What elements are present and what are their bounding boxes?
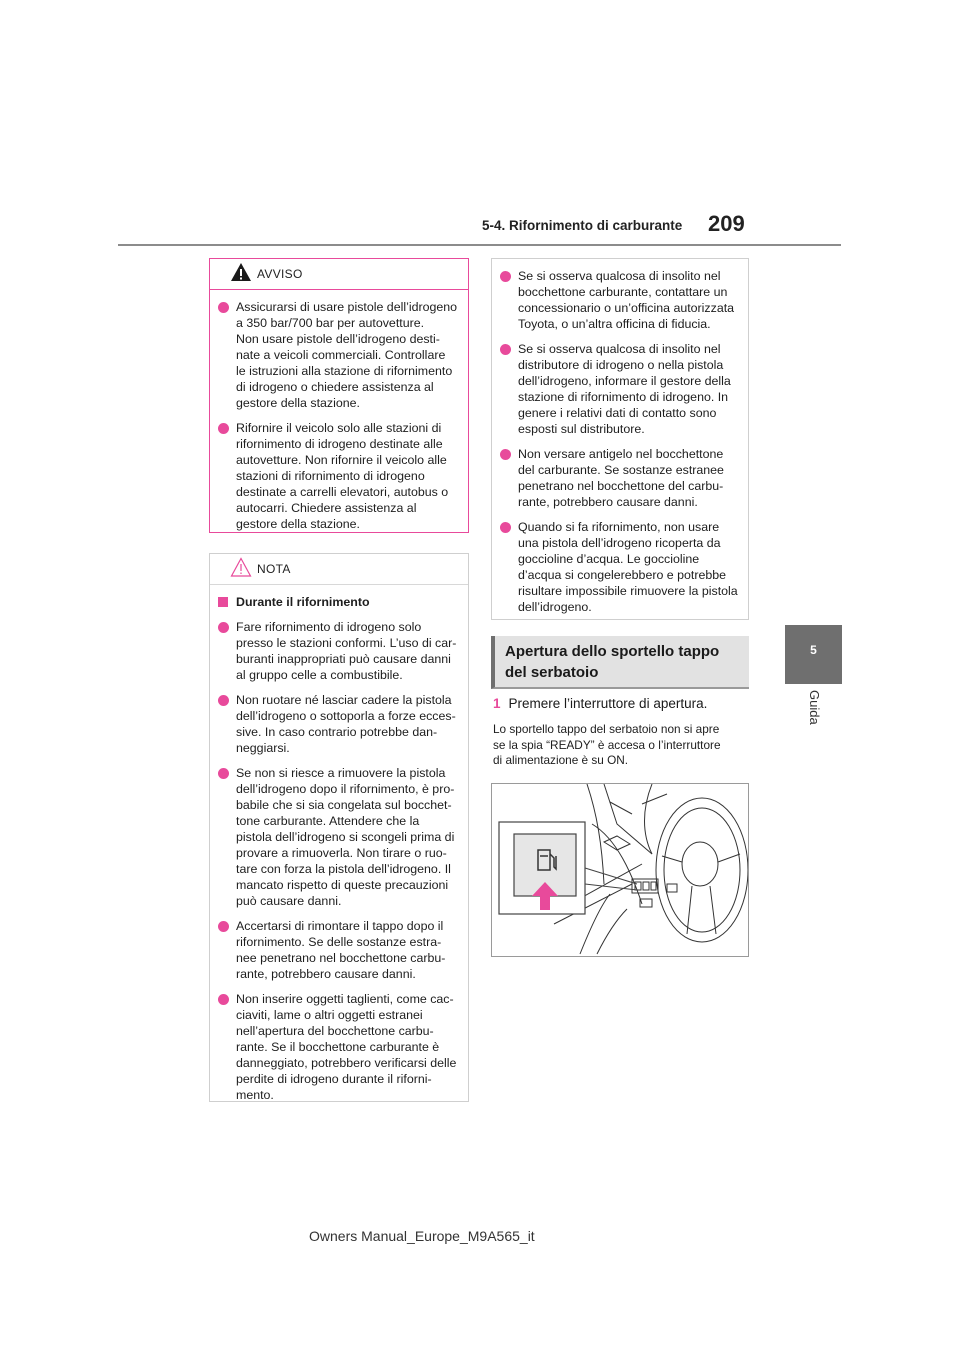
note-title: NOTA	[257, 562, 291, 576]
note-continued-items	[492, 268, 748, 615]
chapter-tab	[785, 625, 842, 684]
bullet-line: Non inserire oggetti taglienti, come cac-	[236, 992, 454, 1006]
bullet-item	[217, 619, 456, 683]
bullet-line: autovetture. Non rifornire il veicolo alle	[236, 453, 447, 467]
bullet-item	[217, 765, 456, 909]
section-heading-line-1: Apertura dello sportello tappo	[505, 643, 720, 660]
paragraph-line: di alimentazione è su ON.	[493, 753, 629, 767]
bullet-dot-icon	[500, 344, 511, 355]
bullet-item	[499, 341, 736, 437]
step-text: Premere l’interruttore di apertura.	[508, 696, 708, 711]
bullet-line: esposti sul distributore.	[518, 422, 645, 436]
chapter-label-text: Guida	[807, 690, 822, 725]
bullet-line: nell’apertura del bocchettone carbu-	[236, 1024, 434, 1038]
bullet-line: buranti inappropriati può causare danni	[236, 652, 451, 666]
bullet-line: presso le stazioni conformi. L’uso di car-	[236, 636, 457, 650]
bullet-line: ciaviti, lame o altri oggetti estranei	[236, 1008, 423, 1022]
bullet-line: nee penetrano nel bocchettone carbu-	[236, 951, 446, 965]
bullet-dot-icon	[218, 622, 229, 633]
bullet-line: le istruzioni alla stazione di rifornimento	[236, 364, 453, 378]
bullet-line: sive. In caso contrario potrebbe dan-	[236, 725, 438, 739]
chapter-number: 5	[810, 643, 817, 657]
bullet-line: rante. Se il bocchettone carburante è	[236, 1040, 440, 1054]
bullet-dot-icon	[218, 921, 229, 932]
bullet-line: penetrano nel bocchettone del carbu-	[518, 479, 724, 493]
bullet-line: genere i relativi dati di contatto sono	[518, 406, 717, 420]
step-number: 1	[493, 696, 501, 711]
bullet-line: concessionario o un’officina autorizzata	[518, 301, 735, 315]
warning-box-header	[210, 259, 468, 290]
warning-triangle-icon	[230, 262, 252, 282]
bullet-line: Quando si fa rifornimento, non usare	[518, 520, 720, 534]
bullet-line: dell’idrogeno, informare il gestore della	[518, 374, 731, 388]
bullet-line: pistola dell’idrogeno si scongeli prima di	[236, 830, 455, 844]
bullet-line: può causare danni.	[236, 894, 342, 908]
bullet-line: gestore della stazione.	[236, 517, 360, 531]
bullet-line: Se si osserva qualcosa di insolito nel	[518, 342, 721, 356]
fuel-door-switch-illustration	[491, 783, 749, 957]
note-subheading	[217, 594, 456, 610]
bullet-line: danneggiato, potrebbero verificarsi delle	[236, 1056, 457, 1070]
bullet-item	[499, 446, 736, 510]
chapter-label	[805, 690, 825, 750]
note-items	[210, 594, 468, 1103]
bullet-line: bocchettone carburante, contattare un	[518, 285, 728, 299]
caution-triangle-icon	[230, 557, 252, 577]
bullet-line: tone carburante. Attendere che la	[236, 814, 420, 828]
bullet-line: provare a rimuoverla. Non tirare o ruo-	[236, 846, 447, 860]
warning-box	[209, 258, 469, 533]
bullet-item	[217, 299, 456, 411]
bullet-line: dell’idrogeno.	[518, 600, 592, 614]
bullet-item	[217, 918, 456, 982]
warning-items	[210, 299, 468, 532]
bullet-line: autocarri. Chiedere assistenza al	[236, 501, 417, 515]
bullet-dot-icon	[218, 768, 229, 779]
section-title: 5-4. Rifornimento di carburante	[482, 218, 683, 233]
bullet-dot-icon	[218, 994, 229, 1005]
note-box	[209, 553, 469, 1102]
bullet-line: Toyota, o un’altra officina di fiducia.	[518, 317, 711, 331]
bullet-line: mancato rispetto di queste precauzioni	[236, 878, 449, 892]
bullet-line: rante, potrebbero causare danni.	[236, 967, 416, 981]
bullet-line: goccioline d’acqua. Le goccioline	[518, 552, 700, 566]
bullet-line: destinate a carrelli elevatori, autobus o	[236, 485, 449, 499]
step-description	[493, 722, 721, 769]
bullet-line: babile che si sia congelata sul bocchet-	[236, 798, 452, 812]
bullet-line: stazione di rifornimento di idrogeno. In	[518, 390, 729, 404]
paragraph-line: se la spia “READY” è accesa o l’interruttore	[493, 737, 721, 752]
bullet-line: Se si osserva qualcosa di insolito nel	[518, 269, 721, 283]
bullet-item	[499, 519, 736, 615]
section-heading	[491, 636, 749, 689]
note-box-header	[210, 554, 468, 585]
bullet-item	[217, 420, 456, 532]
bullet-line: rante, potrebbero causare danni.	[518, 495, 698, 509]
bullet-dot-icon	[218, 302, 229, 313]
bullet-line: Non ruotare né lasciar cadere la pistola	[236, 693, 452, 707]
bullet-dot-icon	[218, 423, 229, 434]
bullet-item	[217, 991, 456, 1103]
section-heading-line-2: del serbatoio	[505, 664, 599, 681]
bullet-line: neggiarsi.	[236, 741, 290, 755]
bullet-line: Non usare pistole dell’idrogeno desti-	[236, 332, 440, 346]
bullet-line: risultare impossibile rimuovere la pistola	[518, 584, 738, 598]
bullet-line: stazioni di rifornimento di idrogeno	[236, 469, 425, 483]
note-continued-box	[491, 258, 749, 620]
bullet-dot-icon	[500, 449, 511, 460]
bullet-line: una pistola dell’idrogeno ricoperta da	[518, 536, 721, 550]
bullet-line: dell’idrogeno dopo il rifornimento, è pro-	[236, 782, 455, 796]
bullet-line: rifornimento di idrogeno destinate alle	[236, 437, 443, 451]
bullet-line: distributore di idrogeno o nella pistola	[518, 358, 724, 372]
bullet-line: a 350 bar/700 bar per autovetture.	[236, 316, 425, 330]
bullet-line: Rifornire il veicolo solo alle stazioni di	[236, 421, 442, 435]
bullet-line: Se non si riesce a rimuovere la pistola	[236, 766, 446, 780]
bullet-line: mento.	[236, 1088, 274, 1102]
dashboard-drawing	[492, 784, 748, 956]
step-1	[493, 696, 707, 711]
bullet-line: perdite di idrogeno durante il riforni-	[236, 1072, 432, 1086]
bullet-line: Fare rifornimento di idrogeno solo	[236, 620, 422, 634]
bullet-line: gestore della stazione.	[236, 396, 360, 410]
bullet-line: del carburante. Se sostanze estranee	[518, 463, 724, 477]
footer-manual-id: Owners Manual_Europe_M9A565_it	[309, 1228, 535, 1244]
bullet-line: rifornimento. Se delle sostanze estra-	[236, 935, 442, 949]
bullet-dot-icon	[218, 695, 229, 706]
bullet-line: Non versare antigelo nel bocchettone	[518, 447, 724, 461]
bullet-line: tare con forza la pistola dell’idrogeno. Il	[236, 862, 451, 876]
bullet-line: Accertarsi di rimontare il tappo dopo il	[236, 919, 444, 933]
paragraph-line: Lo sportello tappo del serbatoio non si apre	[493, 722, 720, 736]
bullet-line: d’acqua si congelerebbero e potrebbe	[518, 568, 727, 582]
header-divider	[118, 244, 841, 246]
bullet-line: Assicurarsi di usare pistole dell’idrogeno	[236, 300, 458, 314]
bullet-line: al gruppo celle a combustibile.	[236, 668, 403, 682]
bullet-line: nate a veicoli commerciali. Controllare	[236, 348, 446, 362]
bullet-line: di idrogeno o chiedere assistenza al	[236, 380, 434, 394]
bullet-item	[217, 692, 456, 756]
square-bullet-icon	[218, 597, 228, 607]
bullet-dot-icon	[500, 522, 511, 533]
warning-title: AVVISO	[257, 267, 303, 281]
bullet-dot-icon	[500, 271, 511, 282]
page-number: 209	[708, 211, 745, 236]
bullet-line: dell’idrogeno o sottoporla a forze ecces-	[236, 709, 456, 723]
bullet-item	[499, 268, 736, 332]
note-subheading-text: Durante il rifornimento	[236, 595, 370, 609]
